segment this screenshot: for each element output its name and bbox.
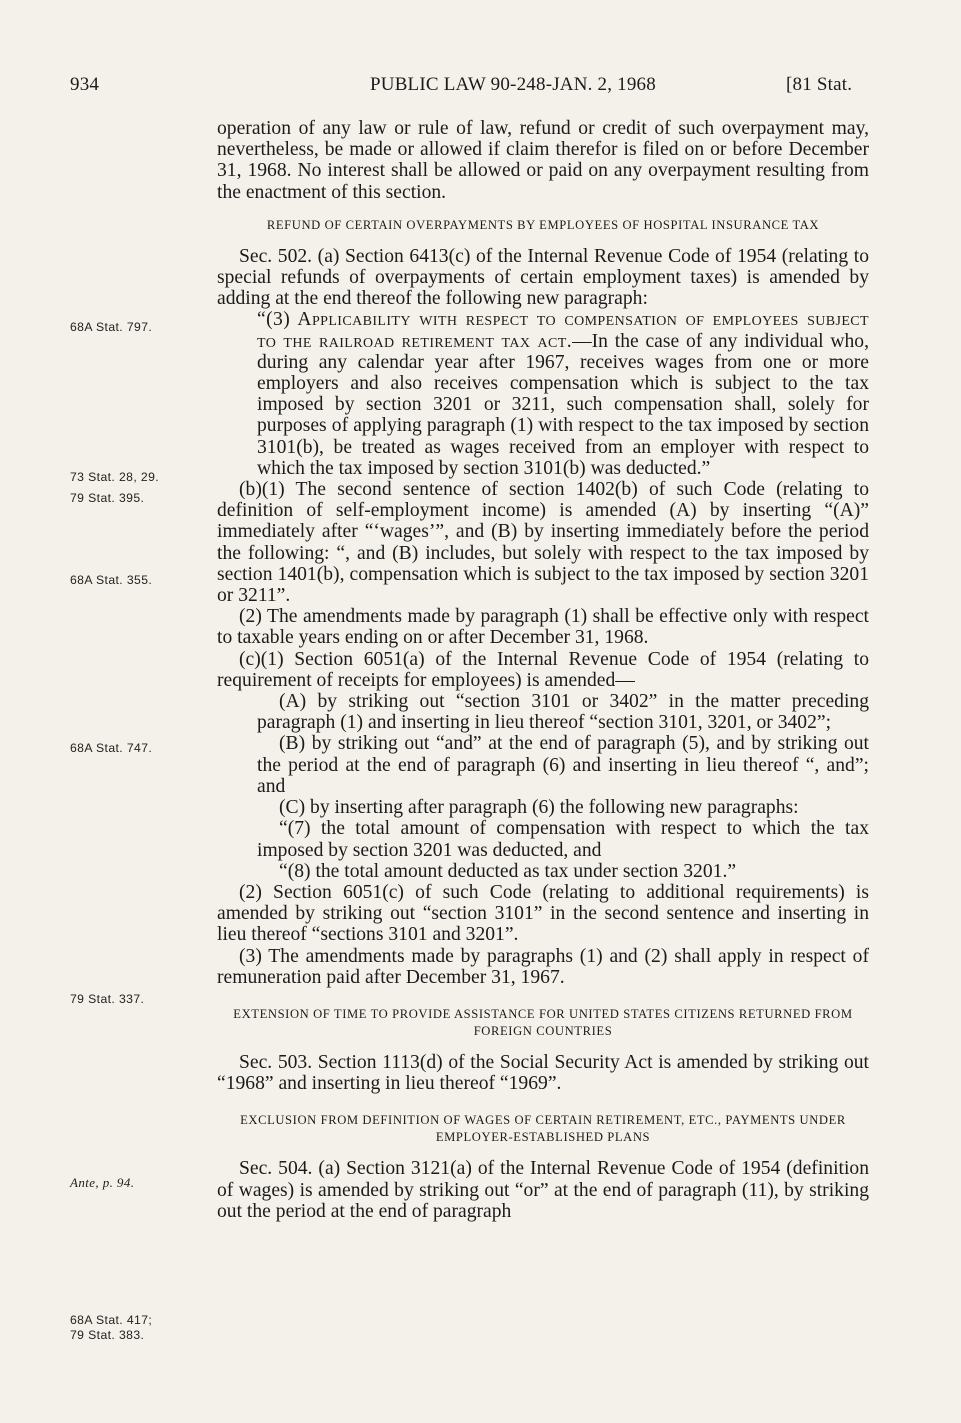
quoted-text: —In the case of any individual who, during any calendar year after 1967, receives wages from one or more employers and also receives compensation which is subject to the tax imposed by section 3201 or 3211, such compensation shall, solely for purposes of applying paragraph (1) with respect to the tax imposed by section 3101(b), be treated as wages received from an employer with respect to which the tax imposed by section 3101(b) was deducted.” [257,330,870,479]
margin-note: Ante, p. 94. [70,1175,135,1190]
paragraph: operation of any law or rule of law, refund or credit of such overpayment may, nevertheless, be made or allowed if claim therefor is filed on or before December 31, 1968. No interest shall be allowed or paid on any overpayment resulting from the enactment of this section. [217,118,869,203]
paragraph: (c)(1) Section 6051(a) of the Internal Revenue Code of 1954 (relating to requirement of receipts for employees) is amended— [217,648,869,691]
section-heading: EXTENSION OF TIME TO PROVIDE ASSISTANCE FOR UNITED STATES CITIZENS RETURNED FROM FOREIGN COUNTRIES [233,1006,853,1038]
margin-note: 68A Stat. 417; [70,1313,153,1327]
margin-note: 68A Stat. 747. [70,741,153,755]
page-number: 934 [70,74,100,95]
section-heading: REFUND OF CERTAIN OVERPAYMENTS BY EMPLOYEES OF HOSPITAL INSURANCE TAX [266,217,820,232]
running-title: PUBLIC LAW 90-248-JAN. 2, 1968 [370,74,656,95]
margin-note: 79 Stat. 383. [70,1328,145,1342]
margin-note: 79 Stat. 337. [70,992,145,1006]
body-text [217,118,869,1222]
margin-note: 68A Stat. 797. [70,320,153,334]
section-heading: EXCLUSION FROM DEFINITION OF WAGES OF CERTAIN RETIREMENT, ETC., PAYMENTS UNDER EMPLOYER-ESTABLISHED PLANS [240,1113,846,1145]
paragraph: Sec. 502. (a) Section 6413(c) of the Internal Revenue Code of 1954 (relating to special refunds of overpayments of certain employment taxes) is amended by adding at the end thereof the following new paragraph: [217,245,869,310]
paragraph: (2) The amendments made by paragraph (1) shall be effective only with respect to taxable years ending on or after December 31, 1968. [217,606,869,649]
quoted-heading: “(3) Applicability with respect to compensation of employees subject to the railroad retirement tax act. [257,309,869,352]
paragraph: (A) by striking out “section 3101 or 3402” in the matter preceding paragraph (1) and inserting in lieu thereof “section 3101, 3201, or 3402”; [257,691,869,734]
quoted-paragraph: “(7) the total amount of compensation with respect to which the tax imposed by section 3201 was deducted, and [257,818,869,861]
paragraph: Sec. 504. (a) Section 3121(a) of the Internal Revenue Code of 1954 (definition of wages) is amended by striking out “or” at the end of paragraph (11), by striking out the period at the end of paragraph [217,1158,869,1222]
margin-note: 73 Stat. 28, 29. [70,470,160,484]
paragraph: Sec. 503. Section 1113(d) of the Social Security Act is amended by striking out “1968” and inserting in lieu thereof “1969”. [217,1051,869,1095]
paragraph: (b)(1) The second sentence of section 1402(b) of such Code (relating to definition of self-employment income) is amended (A) by inserting “(A)” immediately after “‘wages’”, and (B) by inserting immediately before the period the following: “, and (B) includes, but solely with respect to the tax imposed by section 1401(b), compensation which is subject to the tax imposed by section 3201 or 3211”. [217,479,869,607]
paragraph: (3) The amendments made by paragraphs (1) and (2) shall apply in respect of remuneration paid after December 31, 1967. [217,945,869,988]
paragraph: (2) Section 6051(c) of such Code (relating to additional requirements) is amended by striking out “section 3101” in the second sentence and inserting in lieu thereof “sections 3101 and 3201”. [217,881,869,946]
margin-note: 68A Stat. 355. [70,573,153,587]
quoted-paragraph: “(8) the total amount deducted as tax under section 3201.” [279,860,737,882]
margin-note: 79 Stat. 395. [70,491,145,505]
paragraph: (C) by inserting after paragraph (6) the following new paragraphs: [279,797,799,819]
paragraph: (B) by striking out “and” at the end of paragraph (5), and by striking out the period at the end of paragraph (6) and inserting in lieu thereof “, and”; and [257,733,869,797]
statute-volume: [81 Stat. [786,74,853,95]
quoted-paragraph [257,309,869,479]
